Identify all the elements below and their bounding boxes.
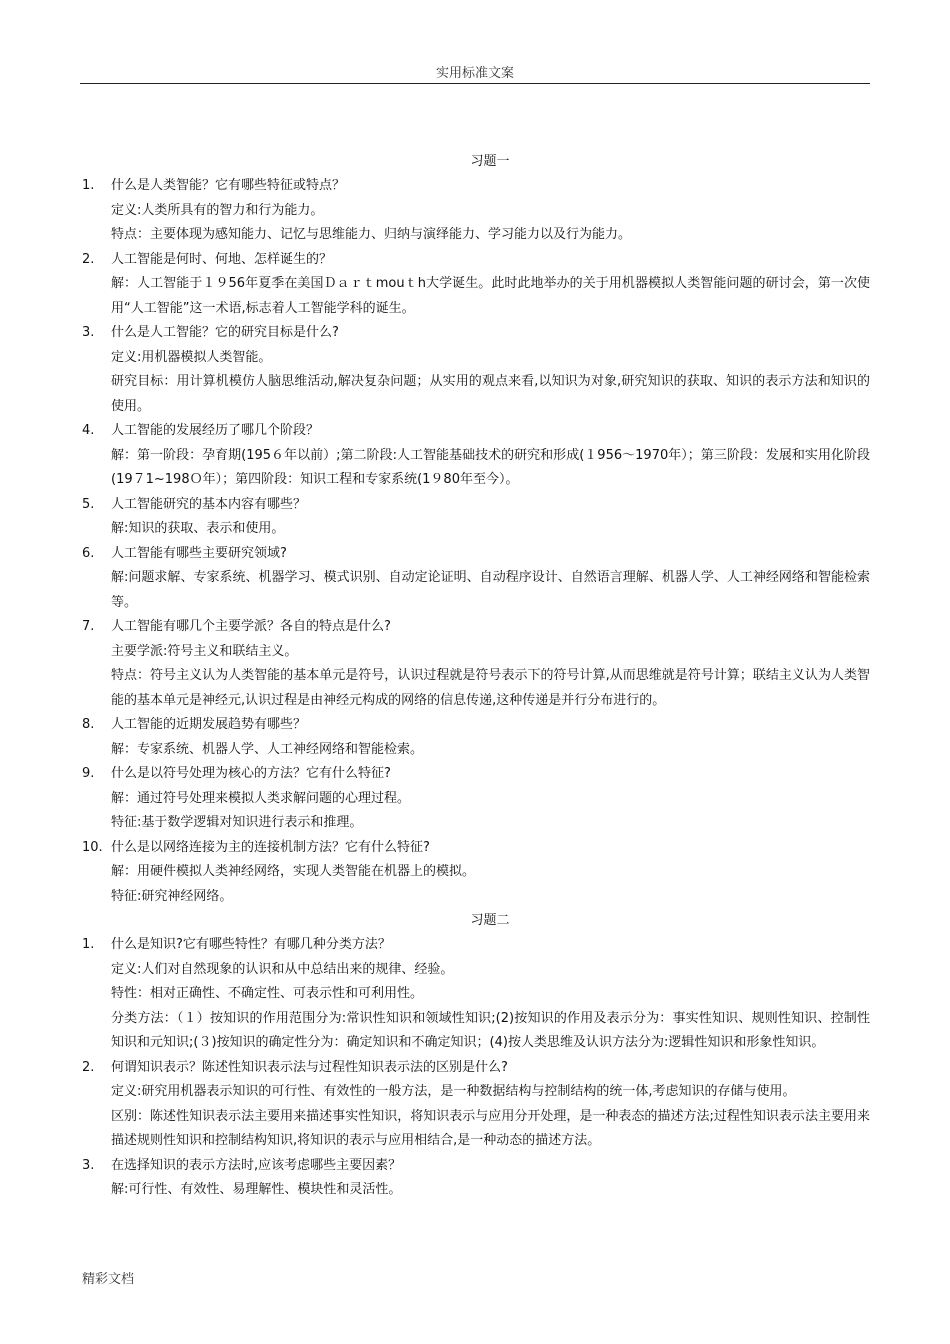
answer-line: 定义:用机器模拟人类智能。 xyxy=(111,349,272,365)
question-number: 5. xyxy=(82,496,95,512)
answer-line: 解：通过符号处理来模拟人类求解问题的心理过程。 xyxy=(111,790,411,806)
question-number: 3. xyxy=(82,325,95,340)
question xyxy=(82,1056,870,1081)
answer-line: 特征:研究神经网络。 xyxy=(111,888,233,904)
question xyxy=(82,174,870,199)
answer-line: 特点：主要体现为感知能力、记忆与思维能力、归纳与演绎能力、学习能力以及行为能力。 xyxy=(111,227,632,242)
question-text: 什么是知识?它有哪些特性？有哪几种分类方法？ xyxy=(111,937,391,952)
question-text: 什么是人类智能？它有哪些特征或特点？ xyxy=(111,178,346,193)
question xyxy=(82,419,870,444)
answer-line: 特性：相对正确性、不确定性、可表示性和可利用性。 xyxy=(111,986,424,1001)
answer-line: 定义:研究用机器表示知识的可行性、有效性的一般方法，是一种数据结构与控制结构的统一体,考虑知识的存储与使用。 xyxy=(111,1084,796,1099)
question xyxy=(82,542,870,567)
question xyxy=(82,1154,870,1179)
question-number: 1. xyxy=(82,178,95,193)
question-text: 人工智能有哪些主要研究领域? xyxy=(111,545,287,561)
answer-line: 特征:基于数学逻辑对知识进行表示和推理。 xyxy=(111,815,363,830)
answer-line: 研究目标：用计算机模仿人脑思维活动,解决复杂问题；从实用的观点来看,以知识为对象,研究知识的获取、知识的表示方法和知识的使用。 xyxy=(111,374,870,414)
question xyxy=(82,493,870,518)
answer-line: 定义:人们对自然现象的认识和从中总结出来的规律、经验。 xyxy=(111,961,454,977)
question-text: 什么是以符号处理为核心的方法？它有什么特征? xyxy=(111,766,391,781)
page-footer: 精彩文档 xyxy=(82,1272,135,1287)
question xyxy=(82,248,870,273)
answer-line: 解:问题求解、专家系统、机器学习、模式识别、自动定论证明、自动程序设计、自然语言理解、机器人学、人工神经网络和智能检索等。 xyxy=(111,570,870,610)
answer-line: 解：人工智能于１９56年夏季在美国Ｄａｒｔmouｔh大学诞生。此时此地举办的关于用机器模拟人类智能问题的研讨会，第一次使用“人工智能”这一术语,标志着人工智能学科的诞生。 xyxy=(111,276,870,316)
answer-line: 解：用硬件模拟人类神经网络，实现人类智能在机器上的模拟。 xyxy=(111,864,476,879)
answer-line: 解：专家系统、机器人学、人工神经网络和智能检索。 xyxy=(111,741,424,757)
question-number: 2. xyxy=(82,251,95,267)
question-text: 什么是人工智能？它的研究目标是什么? xyxy=(111,325,339,340)
answer-line: 定义:人类所具有的智力和行为能力。 xyxy=(111,202,324,218)
question-text: 人工智能研究的基本内容有哪些？ xyxy=(111,496,307,512)
question-number: 9. xyxy=(82,766,95,781)
question xyxy=(82,713,870,738)
answer-line: 分类方法：（１）按知识的作用范围分为:常识性知识和领域性知识;(2)按知识的作用及表示分为：事实性知识、规则性知识、控制性知识和元知识;(３)按知识的确定性分为：确定知识和不确定知识；(4)按人类思维及认识方法分为:逻辑性知识和形象性知识。 xyxy=(111,1010,870,1050)
question-number: 6. xyxy=(82,545,95,561)
section-title-1: 习题一 xyxy=(470,154,510,169)
question-number: 3. xyxy=(82,1157,95,1173)
question xyxy=(82,762,870,787)
question-text: 人工智能的近期发展趋势有哪些？ xyxy=(111,717,307,732)
section-title-2: 习题二 xyxy=(470,913,510,928)
answer-line: 解:可行性、有效性、易理解性、模块性和灵活性。 xyxy=(111,1182,402,1197)
answer-line: 特点：符号主义认为人类智能的基本单元是符号，认识过程就是符号表示下的符号计算,从而思维就是符号计算；联结主义认为人类智能的基本单元是神经元,认识过程是由神经元构成的网络的信息传递,这种传递是并行分布进行的。 xyxy=(111,668,870,708)
question-number: 1. xyxy=(82,937,95,952)
answer-line: 解:知识的获取、表示和使用。 xyxy=(111,521,285,536)
document-body xyxy=(82,150,870,1203)
question-text: 什么是以网络连接为主的连接机制方法？它有什么特征? xyxy=(111,839,430,855)
question-text: 何谓知识表示？陈述性知识表示法与过程性知识表示法的区别是什么? xyxy=(111,1059,508,1075)
question xyxy=(82,836,870,861)
answer-line: 主要学派:符号主义和联结主义。 xyxy=(111,643,298,659)
question xyxy=(82,615,870,640)
question-number: 7. xyxy=(82,619,95,634)
question-number: 8. xyxy=(82,717,95,732)
question-text: 人工智能的发展经历了哪几个阶段？ xyxy=(111,423,320,438)
question-number: 10. xyxy=(82,839,103,855)
answer-line: 区别：陈述性知识表示法主要用来描述事实性知识，将知识表示与应用分开处理，是一种表态的描述方法;过程性知识表示法主要用来描述规则性知识和控制结构知识,将知识的表示与应用相结合,是一种动态的描述方法。 xyxy=(111,1108,870,1148)
question-number: 4. xyxy=(82,423,95,438)
question-text: 人工智能有哪几个主要学派？各自的特点是什么? xyxy=(111,619,391,634)
header-divider xyxy=(80,83,870,84)
page-header: 实用标准文案 xyxy=(435,66,514,81)
question xyxy=(82,321,870,346)
question-text: 在选择知识的表示方法时,应该考虑哪些主要因素？ xyxy=(111,1157,402,1173)
question-text: 人工智能是何时、何地、怎样诞生的？ xyxy=(111,251,333,267)
answer-line: 解：第一阶段：孕育期(195６年以前）;第二阶段:人工智能基础技术的研究和形成(１956～1970年）；第三阶段：发展和实用化阶段(19７1~198Ｏ年）；第四阶段：知识工程和专家系统(1９80年至今）。 xyxy=(111,447,870,487)
question-number: 2. xyxy=(82,1059,95,1075)
question xyxy=(82,933,870,958)
